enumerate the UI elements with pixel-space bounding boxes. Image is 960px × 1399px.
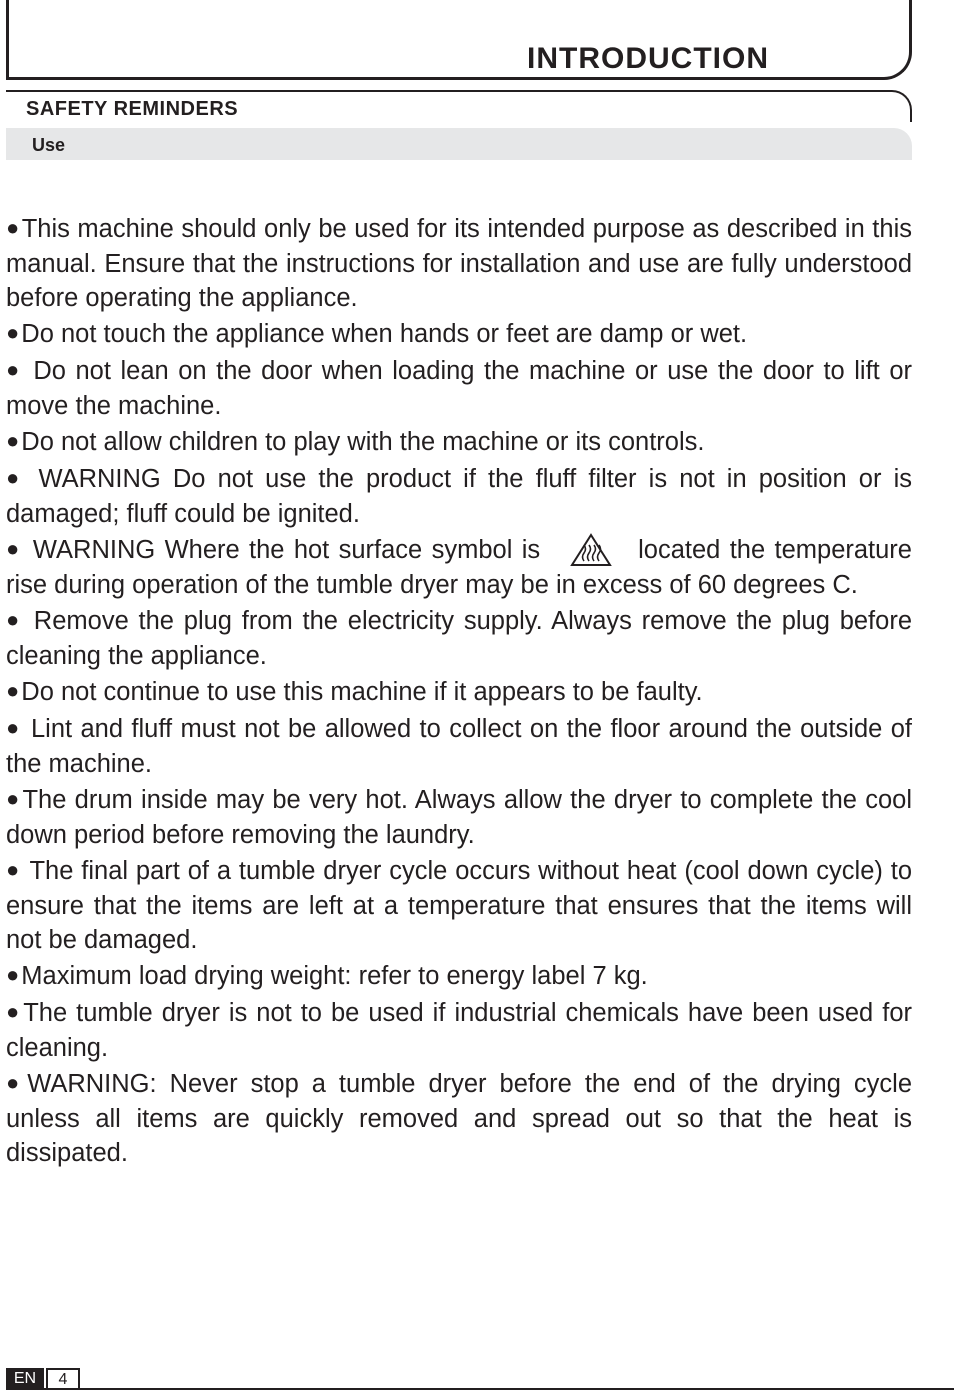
- list-item: ●Maximum load drying weight: refer to energy label 7 kg.: [6, 962, 648, 990]
- bullet-icon: ●: [6, 428, 20, 453]
- bullet-icon: ●: [6, 607, 22, 632]
- bullet-icon: ●: [6, 357, 22, 382]
- list-item: ●Do not continue to use this machine if it appears to be faulty.: [6, 678, 703, 706]
- bullet-icon: ●: [6, 320, 20, 345]
- subsection-bar: [6, 128, 912, 160]
- bullet-icon: ●: [6, 962, 20, 987]
- subsection-title: Use: [32, 135, 66, 155]
- list-item: ● The final part of a tumble dryer cycle occurs without heat (cool down cycle) to ensure that the items are left at a temperature that ensures that the items will not be damaged.: [6, 857, 912, 954]
- page-title: INTRODUCTION: [527, 42, 769, 75]
- list-item: ●This machine should only be used for its intended purpose as described in this manual. Ensure that the instructions for installation and use are fully understood before operating the appliance.: [6, 215, 912, 312]
- list-item: ● WARNING Where the hot surface symbol is located the temperature rise during operation of the tumble dryer may be in excess of 60 degrees C.: [6, 533, 912, 602]
- list-item: ●Do not touch the appliance when hands or feet are damp or wet.: [6, 320, 748, 348]
- list-item: ●The drum inside may be very hot. Always allow the dryer to complete the cool down period before removing the laundry.: [6, 786, 912, 849]
- list-item: ● Lint and fluff must not be allowed to collect on the floor around the outside of the machine.: [6, 715, 912, 778]
- list-item: ● Remove the plug from the electricity supply. Always remove the plug before cleaning the appliance.: [6, 607, 913, 670]
- footer-language-tag: EN: [6, 1368, 44, 1390]
- list-item: ●The tumble dryer is not to be used if industrial chemicals have been used for cleaning.: [6, 999, 912, 1062]
- list-item: ● WARNING Do not use the product if the fluff filter is not in position or is damaged; fluff could be ignited.: [6, 465, 912, 528]
- bullet-icon: ●: [6, 786, 21, 811]
- bullet-icon: ●: [6, 536, 22, 561]
- list-item: ●Do not allow children to play with the machine or its controls.: [6, 428, 705, 456]
- list-item: ● Do not lean on the door when loading the machine or use the door to lift or move the machine.: [6, 357, 912, 420]
- footer-rule: [6, 1388, 954, 1390]
- section-bar: [6, 90, 912, 122]
- hot-surface-warning-icon: [570, 533, 612, 567]
- bullet-icon: ●: [6, 678, 20, 703]
- bullet-icon: ●: [6, 465, 25, 490]
- section-title: SAFETY REMINDERS: [26, 98, 239, 120]
- bullet-icon: ●: [6, 215, 20, 240]
- bullet-icon: ●: [6, 857, 21, 882]
- bullet-icon: ●: [6, 715, 21, 740]
- header-frame: [6, 0, 912, 80]
- list-item: ●WARNING: Never stop a tumble dryer before the end of the drying cycle unless all items are quickly removed and spread out so that the heat is dissipated.: [6, 1070, 913, 1167]
- bullet-icon: ●: [6, 999, 22, 1024]
- page-number: 4: [46, 1368, 80, 1390]
- bullet-icon: ●: [6, 1070, 26, 1095]
- safety-list: [6, 212, 912, 1172]
